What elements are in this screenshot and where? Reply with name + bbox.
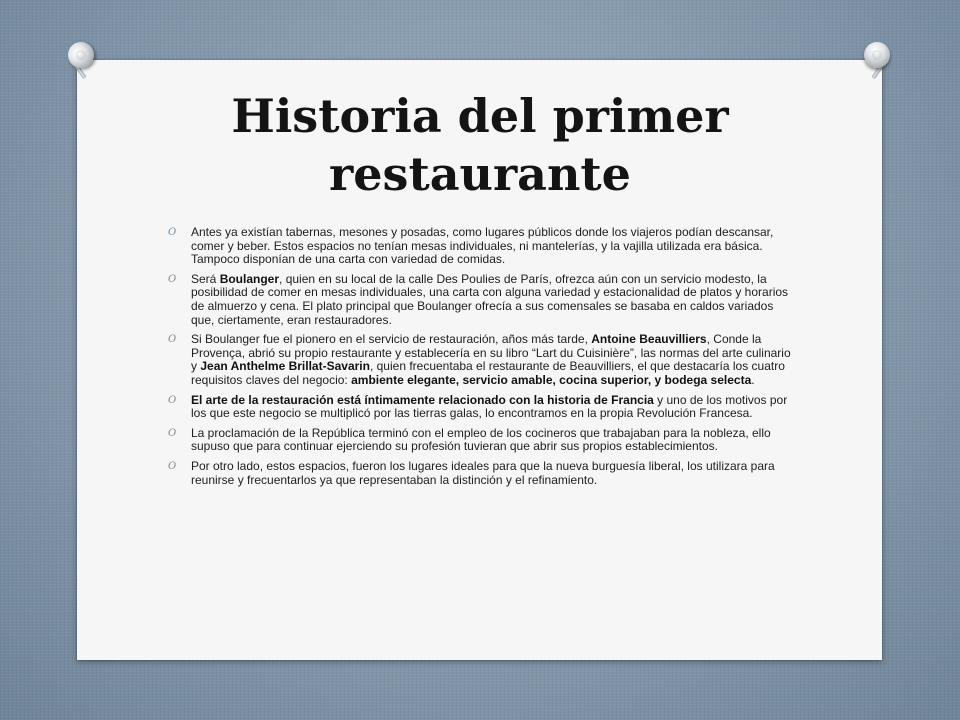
bullet-item	[168, 333, 798, 387]
bullet-text: Será	[191, 271, 220, 286]
bullet-marker-icon: O	[168, 273, 177, 285]
bullet-text: Por otro lado, estos espacios, fueron los lugares ideales para que la nueva burguesía liberal, los utilizara para reunirse y frecuentarlos ya que representaban la distinción y el refinamiento.	[191, 458, 775, 487]
bullet-text-bold: ambiente elegante, servicio amable, cocina superior, y bodega selecta	[351, 372, 752, 387]
bullet-item	[168, 273, 798, 327]
bullet-text-bold: Jean Anthelme Brillat-Savarin	[200, 359, 370, 374]
bullet-marker-icon: O	[168, 427, 177, 439]
bullet-item	[168, 427, 798, 454]
bullet-text: , quien frecuentaba el restaurante de Beauvilliers, el que destacaría los cuatro requisitos claves del negocio:	[191, 359, 785, 387]
bullet-item	[168, 394, 798, 421]
bullet-marker-icon: O	[168, 394, 177, 406]
bullet-text-bold: Boulanger	[219, 271, 280, 286]
bullet-text: .	[751, 372, 755, 387]
bullet-marker-icon: O	[168, 460, 177, 472]
bullet-text-bold: El arte de la restauración está íntimamente relacionado con la historia de Francia	[191, 392, 654, 407]
bullet-item	[168, 226, 798, 267]
bullet-text: , quien en su local de la calle Des Poulies de París, ofrezca aún con un servicio modesto, la posibilidad de comer en mesas individuales, una carta con alguna variedad y estacionalidad de platos y horarios de almuerzo y cena. El plato principal que Boulanger ofrecía a sus comensales se basaba en caldos variados que, ciertamente, eran restauradores.	[191, 271, 789, 327]
bullet-text: Antes ya existían tabernas, mesones y posadas, como lugares públicos donde los viajeros podían descansar, comer y beber. Estos espacios no tenían mesas individuales, ni mantelerías, y la vajilla utilizada era básica. Tampoco disponían de una carta con variedad de comidas.	[191, 225, 774, 267]
bullet-text: La proclamación de la República terminó con el empleo de los cocineros que trabajaban para la nobleza, ello supuso que para continuar ejerciendo su profesión tuvieran que abrir sus propios establecimientos.	[191, 425, 771, 454]
slide-title: Historia del primer restaurante	[231, 89, 729, 201]
bullet-list	[168, 226, 798, 493]
bullet-text-bold: Antoine Beauvilliers	[591, 332, 707, 347]
bullet-marker-icon: O	[168, 227, 177, 238]
bullet-marker-icon: O	[168, 334, 177, 346]
bullet-text: , Conde la Provença, abrió su propio restaurante y establecería en su libro “Lart du Cuisinière”, las normas del arte culinario y	[191, 332, 791, 374]
bullet-text: y uno de los motivos por los que este negocio se multiplicó por las tierras galas, lo encontramos en la propia Revolución Francesa.	[191, 392, 788, 421]
bullet-text: Si Boulanger fue el pionero en el servicio de restauración, años más tarde,	[191, 332, 592, 347]
bullet-item	[168, 460, 798, 487]
